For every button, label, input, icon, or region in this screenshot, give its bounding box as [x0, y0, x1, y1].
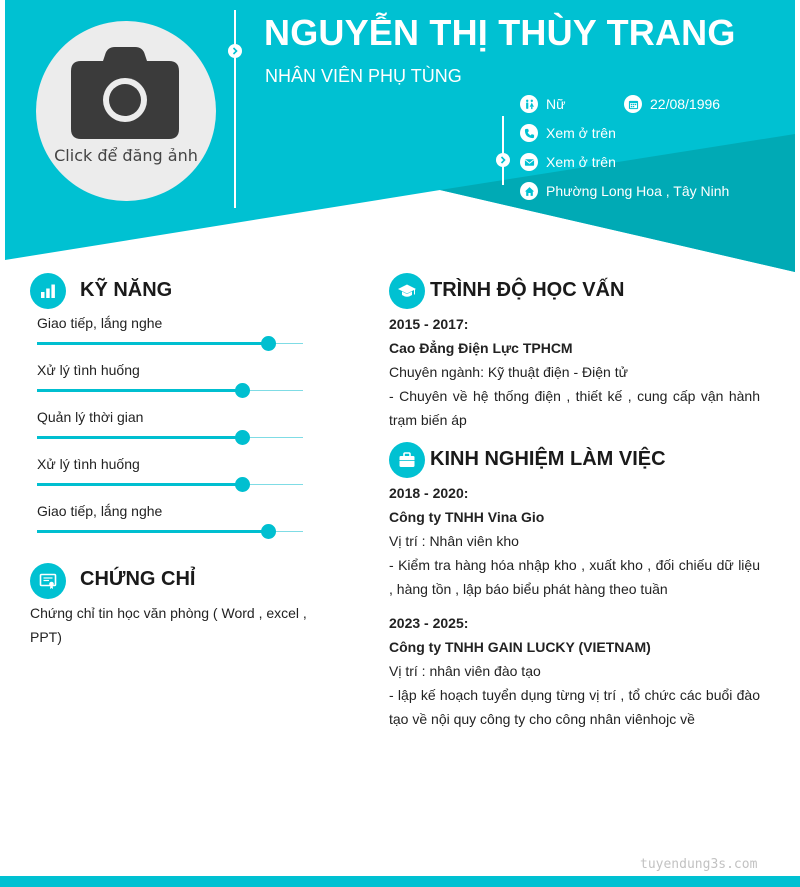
skill-label: Xử lý tình huống	[37, 456, 140, 472]
skill-level-knob	[235, 477, 250, 492]
education-major: Chuyên ngành: Kỹ thuật điện - Điện tử	[389, 364, 628, 380]
skill-level-bar	[37, 390, 303, 391]
job-description: - lập kế hoạch tuyển dụng từng vị trí , tổ chức các buổi đào tạo về nội quy công ty cho công nhân viênhojc về	[389, 687, 760, 727]
email-row	[520, 153, 616, 171]
skill-level-bar	[37, 437, 303, 438]
skill-level-fill	[37, 342, 268, 345]
watermark: tuyendung3s.com	[640, 857, 758, 872]
certificate-text: Chứng chỉ tin học văn phòng ( Word , excel , PPT)	[30, 605, 307, 645]
email-value: Xem ở trên	[546, 154, 616, 170]
job-description: - Kiểm tra hàng hóa nhập kho , xuất kho , đối chiếu dữ liệu , hàng tồn , lập báo biểu phát hàng theo tuần	[389, 557, 760, 597]
gender-icon	[520, 95, 538, 113]
job-company: Công ty TNHH GAIN LUCKY (VIETNAM)	[389, 639, 651, 655]
skill-label: Giao tiếp, lắng nghe	[37, 315, 163, 331]
contact-divider-line	[502, 116, 504, 185]
job-period: 2018 - 2020:	[389, 485, 469, 501]
skill-level-bar	[37, 343, 303, 344]
bar-chart-icon	[30, 273, 66, 309]
education-description: - Chuyên về hệ thống điện , thiết kế , cung cấp vận hành trạm biến áp	[389, 388, 760, 428]
skill-level-knob	[235, 383, 250, 398]
phone-icon	[520, 124, 538, 142]
gender-row	[520, 95, 565, 113]
education-heading: TRÌNH ĐỘ HỌC VẤN	[430, 279, 625, 301]
chevron-right-icon	[496, 153, 510, 167]
birthday-row	[624, 95, 720, 113]
job-title: NHÂN VIÊN PHỤ TÙNG	[265, 66, 462, 86]
skill-level-bar	[37, 484, 303, 485]
upload-photo-label[interactable]: Click để đăng ảnh	[54, 146, 198, 165]
experience-heading: KINH NGHIỆM LÀM VIỆC	[430, 448, 666, 470]
job-company: Công ty TNHH Vina Gio	[389, 509, 545, 525]
header-divider-line	[234, 10, 236, 208]
birthday-value: 22/08/1996	[650, 96, 721, 112]
candidate-name: NGUYỄN THỊ THÙY TRANG	[264, 12, 736, 53]
footer-bar	[0, 876, 800, 887]
envelope-icon	[520, 153, 538, 171]
skill-level-fill	[37, 530, 268, 533]
skill-level-knob	[261, 524, 276, 539]
skill-level-fill	[37, 389, 242, 392]
job-position: Vị trí : nhân viên đào tạo	[389, 663, 541, 679]
camera-icon	[71, 47, 179, 139]
certificate-icon	[30, 563, 66, 599]
skill-level-bar	[37, 531, 303, 532]
skill-level-knob	[235, 430, 250, 445]
calendar-icon	[624, 95, 642, 113]
phone-row	[520, 124, 616, 142]
skill-label: Xử lý tình huống	[37, 362, 140, 378]
education-school: Cao Đẳng Điện Lực TPHCM	[389, 340, 573, 356]
gender-value: Nữ	[546, 96, 566, 112]
skill-level-fill	[37, 483, 242, 486]
skill-label: Quản lý thời gian	[37, 409, 144, 425]
graduation-cap-icon	[389, 273, 425, 309]
briefcase-icon	[389, 442, 425, 478]
certificates-heading: CHỨNG CHỈ	[80, 568, 196, 590]
home-icon	[520, 182, 538, 200]
skill-label: Giao tiếp, lắng nghe	[37, 503, 163, 519]
education-period: 2015 - 2017:	[389, 316, 469, 332]
job-period: 2023 - 2025:	[389, 615, 469, 631]
skill-level-fill	[37, 436, 242, 439]
address-value: Phường Long Hoa , Tây Ninh	[546, 183, 730, 199]
address-row	[520, 182, 729, 200]
chevron-right-icon	[228, 44, 242, 58]
phone-value: Xem ở trên	[546, 125, 616, 141]
skills-heading: KỸ NĂNG	[80, 279, 173, 301]
job-position: Vị trí : Nhân viên kho	[389, 533, 519, 549]
skill-level-knob	[261, 336, 276, 351]
